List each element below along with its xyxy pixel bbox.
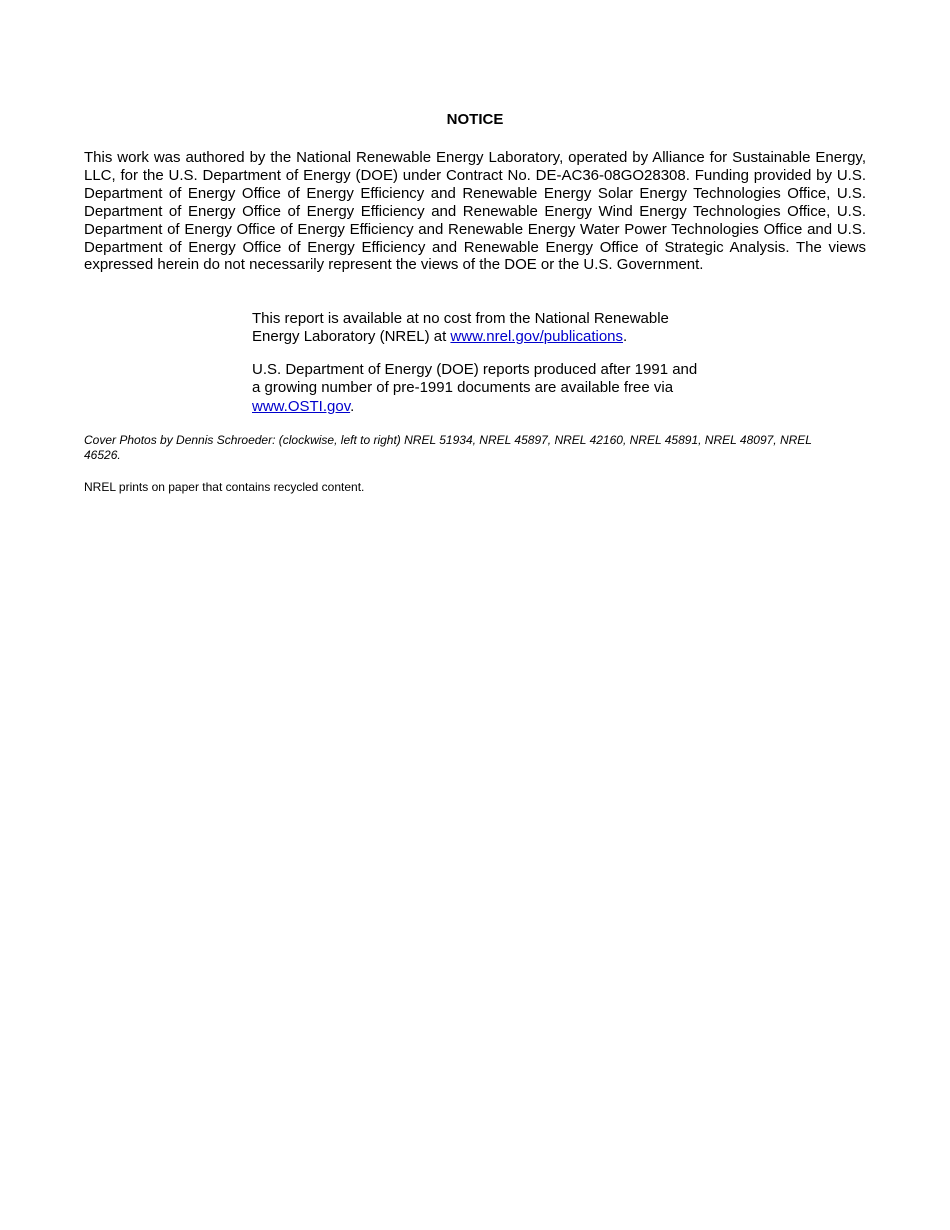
osti-availability-text: U.S. Department of Energy (DOE) reports produced after 1991 and a growing number of pre-1991 documents are available free via [252,361,698,397]
nrel-availability-period: . [623,328,628,346]
osti-availability-period: . [350,397,355,415]
osti-link[interactable]: www.OSTI.gov [252,397,351,415]
nrel-publications-link[interactable]: www.nrel.gov/publications [450,328,624,346]
notice-title: NOTICE [446,111,504,128]
cover-photos-credit: Cover Photos by Dennis Schroeder: (clockwise, left to right) NREL 51934, NREL 45897, NREL 42160, NREL 45891, NREL 48097, NREL 46526. [84,433,812,462]
osti-availability-statement [252,361,702,416]
nrel-availability-text: This report is available at no cost from the National Renewable Energy Laboratory (NREL) at [252,310,669,346]
nrel-availability-statement [252,310,702,347]
notice-body: This work was authored by the National Renewable Energy Laboratory, operated by Alliance for Sustainable Energy, LLC, for the U.S. Department of Energy (DOE) under Contract No. DE-AC36-08GO28308. Funding provided by U.S. Department of Energy Office of Energy Efficiency and Renewable Energy Solar Energy Technologies Office, U.S. Department of Energy Office of Energy Efficiency and Renewable Energy Wind Energy Technologies Office, U.S. Department of Energy Office of Energy Efficiency and Renewable Energy Water Power Technologies Office and U.S. Department of Energy Office of Energy Efficiency and Renewable Energy Office of Strategic Analysis. The views expressed herein do not necessarily represent the views of the DOE or the U.S. Government. [84,149,866,274]
recycled-paper-note: NREL prints on paper that contains recycled content. [84,480,365,494]
